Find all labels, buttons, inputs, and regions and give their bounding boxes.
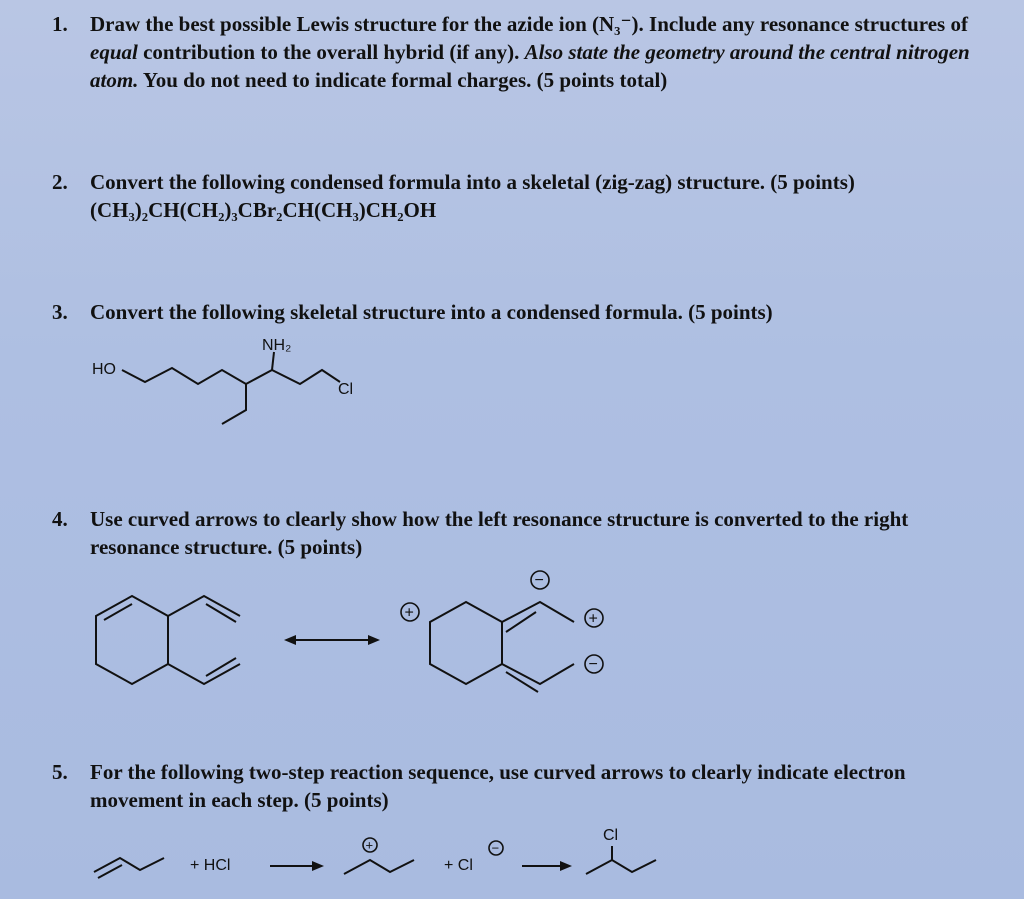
plus-charge-symbol: + (404, 604, 414, 622)
ho-label: HO (92, 361, 116, 378)
plus-charge-symbol: + (588, 610, 598, 628)
product-cl-label: Cl (603, 827, 619, 844)
q1-text-a: Draw the best possible Lewis structure for the azide ion (N₃⁻). Include any resonance structures of (90, 12, 968, 36)
q1-text-emph: equal (90, 40, 138, 64)
minus-charge-symbol: − (534, 572, 544, 589)
arrow-head (560, 861, 572, 871)
q1-text-c: contribution to the overall hybrid (if any). (137, 40, 525, 64)
alkene (94, 858, 164, 872)
question-number: 5. (52, 760, 68, 784)
question-text: Use curved arrows to clearly show how the left resonance structure is converted to the right resonance structure. (5 points) (90, 507, 909, 559)
arrow-head (312, 861, 324, 871)
plus-charge-symbol: + (365, 837, 374, 853)
question-number: 1. (52, 12, 68, 36)
question-number: 3. (52, 300, 68, 324)
minus-charge-symbol: − (491, 840, 500, 856)
q1-text-e: You do not need to indicate formal charges. (5 points total) (138, 68, 668, 92)
question-number: 2. (52, 170, 68, 194)
question-number: 4. (52, 507, 68, 531)
carbocation (344, 860, 414, 874)
q1-text-geometry: Also state the geometry around the central nitrogen atom. (90, 40, 970, 92)
cl-label: Cl (338, 381, 354, 398)
condensed-formula: (CH₃)₂CH(CH₂)₃CBr₂CH(CH₃)CH₂OH (90, 198, 437, 222)
product (586, 860, 656, 874)
nh2-label: NH₂ (262, 337, 292, 354)
chloride-reagent: + Cl (444, 857, 473, 874)
question-text: Convert the following skeletal structure into a condensed formula. (5 points) (90, 300, 773, 324)
question-text: For the following two-step reaction sequence, use curved arrows to clearly indicate electron movement in each step. (5 points) (90, 760, 906, 812)
hcl-reagent: + HCl (190, 857, 231, 874)
question-text: Convert the following condensed formula into a skeletal (zig-zag) structure. (5 points) (90, 170, 855, 194)
minus-charge-symbol: − (588, 656, 598, 673)
